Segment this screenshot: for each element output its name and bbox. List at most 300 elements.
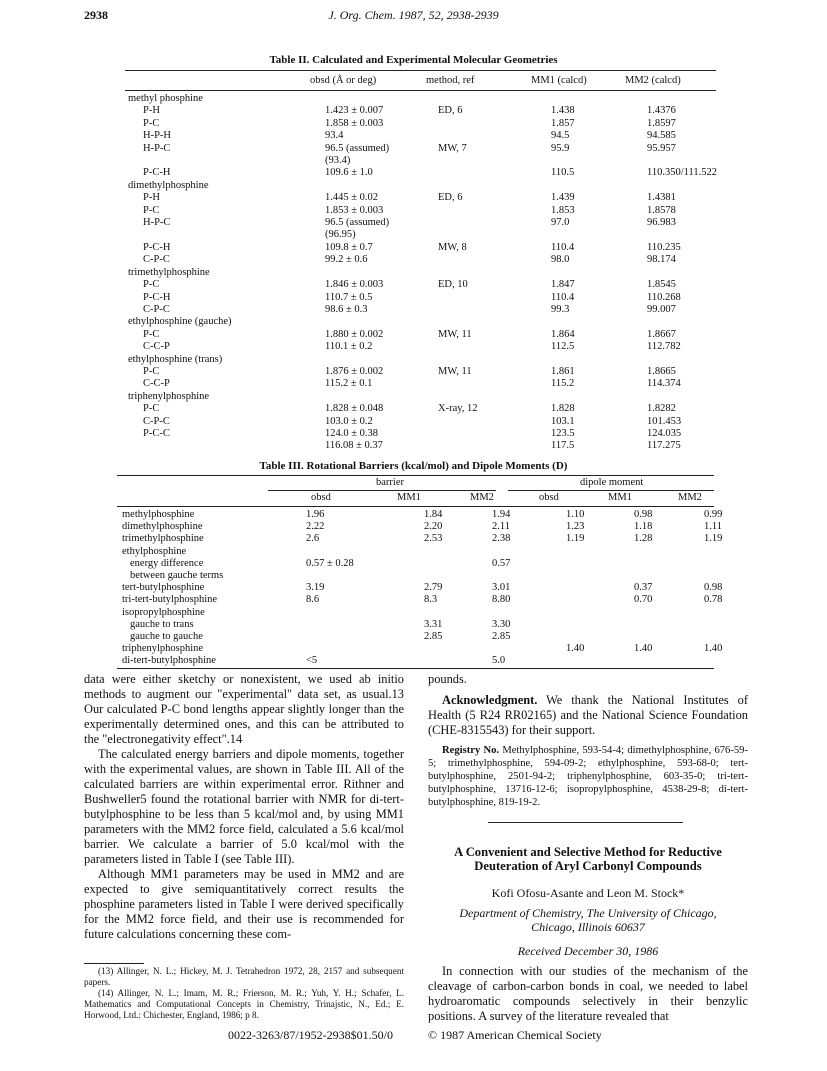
table2 <box>128 93 757 453</box>
table3-cell: between gauche terms <box>130 570 224 582</box>
table2-cell <box>438 205 541 217</box>
table2-cell: 1.880 ± 0.002 <box>325 328 384 340</box>
table2-cell <box>438 254 541 266</box>
acknowledgment <box>428 693 748 738</box>
table2-title: Table II. Calculated and Experimental Molecular Geometries <box>269 54 558 66</box>
table2-cell: H-P-C <box>143 142 171 154</box>
table2-cell: ethylphosphine (gauche) <box>128 316 232 328</box>
table3-cell: dimethylphosphine <box>122 521 203 533</box>
right-column <box>428 672 748 809</box>
table3-cell <box>704 558 764 570</box>
table2-cell: 1.828 <box>551 403 575 415</box>
table3-cell <box>634 558 704 570</box>
registry-label: Registry No. <box>442 745 500 756</box>
table3-cell <box>492 570 566 582</box>
table3-cell: 1.11 <box>704 521 722 533</box>
table2-row <box>128 354 757 366</box>
table2-cell: 110.1 ± 0.2 <box>325 341 373 353</box>
article-authors: Kofi Ofosu-Asante and Leon M. Stock* <box>491 886 685 900</box>
table2-cell: 1.847 <box>551 279 575 291</box>
table2-row <box>128 105 757 117</box>
table2-cell: 94.585 <box>647 130 676 142</box>
table3-cell <box>634 546 704 558</box>
table2-row <box>128 304 757 316</box>
table2-cell <box>438 130 541 142</box>
table3-cell <box>634 655 704 667</box>
table2-cell: C-C-P <box>143 378 170 390</box>
table3-cell <box>306 619 424 631</box>
table2-cell <box>647 391 757 403</box>
table2-cell: 110.268 <box>647 291 681 303</box>
table2-cell: 123.5 <box>551 427 575 439</box>
table2-cell: 115.2 <box>551 378 575 390</box>
table3-cell <box>566 619 634 631</box>
table2-cell: (96.95) <box>325 229 356 241</box>
table3-barrier-rule <box>268 490 496 491</box>
table3-cell: tri-tert-butylphosphine <box>122 594 218 606</box>
table3-cell: 0.98 <box>704 582 723 594</box>
table2-cell: P-C-H <box>143 241 171 253</box>
table2-cell: MW, 8 <box>438 241 467 253</box>
table2-cell <box>325 93 438 105</box>
table3-cell: 3.31 <box>424 618 443 630</box>
table3-cell <box>306 643 424 655</box>
table2-cell: C-C-P <box>143 341 170 353</box>
table3-cell <box>566 546 634 558</box>
table2-cell: P-C <box>143 117 160 129</box>
table3-cell <box>634 619 704 631</box>
table2-cell: P-C <box>143 279 160 291</box>
table2-cell: 124.035 <box>647 427 682 439</box>
table2-cell <box>541 267 647 279</box>
body-paragraph-2: The calculated energy barriers and dipole moments, together with the experimental values, are shown in Table III. All of the calculated barriers are within experimental error. Rithner and Bushweller5 found the rotational barrier with NMR for di-tert-butylphosphine to be less than 5 kcal/mol and, by using MM1 parameters with the MM2 force field, calculated a 5.6 kcal/mol barrier. We calculate a barrier of 5.0 kcal/mol with the parameters listed in Table I (see Table III). <box>84 747 404 866</box>
table3-cell <box>704 570 764 582</box>
table2-cell: 99.2 ± 0.6 <box>325 254 368 266</box>
table2-cell: 97.0 <box>551 217 570 229</box>
page-number: 2938 <box>84 8 108 22</box>
table3-row <box>122 582 764 594</box>
table2-cell <box>438 354 541 366</box>
table2-cell: 1.438 <box>551 105 575 117</box>
table3-cell <box>566 631 634 643</box>
table2-row <box>128 428 757 440</box>
registry-text: Methylphosphine, 593-54-4; dimethylphosphine, 676-59-5; trimethylphosphine, 594-09-2; ethylphosphine, 593-68-0; tert-butylphosphine, 2501-94-2; triphenylphosphine, 603-35-0; tri-tert-butylphosphine, 13716-12-6; isopropylphosphine, 4538-29-8; di-tert-butylphosphine, 819-19-2. <box>428 745 748 808</box>
table3-cell: 1.19 <box>566 533 585 545</box>
table3-cell: 0.37 <box>634 582 653 594</box>
table2-cell <box>541 229 647 241</box>
table2-cell: 1.8545 <box>647 279 676 291</box>
table3-cell: 2.20 <box>424 521 443 533</box>
table3-cell: 1.40 <box>704 643 723 655</box>
table3-cell: 1.40 <box>566 643 585 655</box>
table2-cell: ED, 10 <box>438 279 468 291</box>
table2-row <box>128 229 757 241</box>
table3-cell: 3.19 <box>306 582 325 594</box>
table2-cell: ED, 6 <box>438 105 463 117</box>
table2-row <box>128 279 757 291</box>
table3-cell: 1.84 <box>424 509 443 520</box>
table3-cell <box>306 631 424 643</box>
article-affiliation: Department of Chemistry, The University of Chicago, Chicago, Illinois 60637 <box>459 906 717 934</box>
table3-cell: 1.23 <box>566 521 585 533</box>
table2-cell <box>128 229 325 241</box>
table2-cell: 1.861 <box>551 365 575 377</box>
table2-cell: 1.8667 <box>647 328 676 340</box>
table3-row <box>122 655 764 667</box>
table2-cell: 1.8665 <box>647 365 676 377</box>
acknowledgment-label: Acknowledgment. <box>442 693 538 707</box>
table3-cell: 2.11 <box>492 521 510 533</box>
table2-cell: P-C <box>143 403 160 415</box>
table2-cell: 95.9 <box>551 142 570 154</box>
table2-cell: 1.876 ± 0.002 <box>325 365 384 377</box>
table2-cell: 1.8282 <box>647 403 676 415</box>
table3-cell: 1.28 <box>634 533 653 545</box>
pounds-continuation: pounds. <box>428 672 467 686</box>
footnotes <box>84 966 404 1021</box>
table2-cell <box>647 316 757 328</box>
table2-cell: 98.0 <box>551 254 570 266</box>
table2-cell <box>438 341 541 353</box>
table2-row <box>128 416 757 428</box>
table2-row <box>128 192 757 204</box>
table3-cell: 0.98 <box>634 509 653 520</box>
table2-cell: 110.235 <box>647 241 681 253</box>
table3-title: Table III. Rotational Barriers (kcal/mol) and Dipole Moments (D) <box>259 460 568 472</box>
table2-cell <box>541 93 647 105</box>
table2-cell <box>541 354 647 366</box>
table2-cell <box>325 180 438 192</box>
table2-cell: 98.174 <box>647 254 676 266</box>
table3-cell: 5.0 <box>492 655 506 667</box>
table3-cell: ethylphosphine <box>122 545 187 557</box>
table2-cell: 110.350/111.522 <box>647 167 717 179</box>
table3-cell: 1.94 <box>492 509 511 520</box>
table2-cell: C-P-C <box>143 254 170 266</box>
table2-cell: 1.853 <box>551 204 575 216</box>
table3-cell <box>704 619 764 631</box>
table3-cell: 3.01 <box>492 582 511 594</box>
table3-cell <box>492 607 566 619</box>
table2-cell: 110.7 ± 0.5 <box>325 291 373 303</box>
table2-cell <box>647 93 757 105</box>
table3-row <box>122 619 764 631</box>
table2-cell: 1.4376 <box>647 105 676 117</box>
table2-cell <box>438 167 541 179</box>
table2-cell: ethylphosphine (trans) <box>128 353 223 365</box>
table3-cell: gauche to gauche <box>130 631 203 643</box>
left-column <box>84 672 404 942</box>
table2-cell <box>128 155 325 167</box>
table2-cell: C-P-C <box>143 303 170 315</box>
table3-cell: 0.99 <box>704 509 723 520</box>
table2-cell: 95.957 <box>647 142 676 154</box>
registry-numbers <box>428 744 748 809</box>
table3-cell: 0.57 <box>492 557 511 569</box>
table3-row <box>122 509 764 521</box>
table2-col-obsd: obsd (Å or deg) <box>310 75 377 86</box>
table2-row <box>128 254 757 266</box>
table2-cell: 109.8 ± 0.7 <box>325 241 373 253</box>
table2-row <box>128 341 757 353</box>
table3-row <box>122 533 764 545</box>
table3-cell: 2.79 <box>424 582 443 594</box>
table2-cell <box>325 354 438 366</box>
table2-cell <box>438 229 541 241</box>
table3-cell: 2.6 <box>306 533 320 545</box>
table3-sub-dipole-mm2: MM2 <box>678 492 702 503</box>
table2-col-method: method, ref <box>426 75 475 86</box>
footnote-rule <box>84 963 144 964</box>
table3-row <box>122 607 764 619</box>
table2-cell <box>325 267 438 279</box>
table2-cell: 96.5 (assumed) <box>325 142 390 154</box>
table2-cell <box>438 292 541 304</box>
table2-cell <box>128 440 325 452</box>
table2-cell <box>647 267 757 279</box>
table2-cell: P-H <box>143 192 160 204</box>
table3-cell <box>424 558 492 570</box>
table2-cell <box>438 180 541 192</box>
table3-cell <box>306 570 424 582</box>
table2-cell: 93.4 <box>325 130 344 142</box>
table2-cell: 1.445 ± 0.02 <box>325 192 379 204</box>
table2-row <box>128 155 757 167</box>
table3-cell <box>566 655 634 667</box>
table2-cell <box>438 267 541 279</box>
table3-cell <box>492 546 566 558</box>
table2-row <box>128 440 757 452</box>
table2-cell: C-P-C <box>143 415 170 427</box>
table3-group-dipole: dipole moment <box>580 477 644 488</box>
article-intro <box>428 964 748 1024</box>
table3-row <box>122 521 764 533</box>
table2-cell: 114.374 <box>647 378 681 390</box>
footer-copyright: © 1987 American Chemical Society <box>428 1028 602 1042</box>
table2-row <box>128 143 757 155</box>
table2-row <box>128 242 757 254</box>
table2-row <box>128 93 757 105</box>
table2-row <box>128 167 757 179</box>
table2-cell: (93.4) <box>325 155 351 167</box>
acknowledgment-text: We thank the National Institutes of Health (5 R24 RR02165) and the National Science Foundation (CHE-8315543) for their support. <box>428 693 749 737</box>
table2-cell: 1.853 ± 0.003 <box>325 204 384 216</box>
table3-cell <box>306 607 424 619</box>
table3-row <box>122 631 764 643</box>
table3-cell: 8.3 <box>424 594 438 606</box>
footer-code: 0022-3263/87/1952-2938$01.50/0 <box>228 1028 393 1042</box>
table3-cell <box>634 607 704 619</box>
table3-cell: 2.85 <box>424 631 443 643</box>
table2-row <box>128 329 757 341</box>
table2-cell <box>438 378 541 390</box>
table2-cell: 1.864 <box>551 328 575 340</box>
table3-top-rule <box>117 475 714 476</box>
table3-cell: isopropylphosphine <box>122 606 205 618</box>
table2-cell: 1.4381 <box>647 192 676 204</box>
table3-cell: 1.19 <box>704 533 723 545</box>
table3-cell <box>634 631 704 643</box>
table3-cell: 1.18 <box>634 521 653 533</box>
table2-cell: 1.846 ± 0.003 <box>325 279 384 291</box>
table3-sub-mm2: MM2 <box>470 492 494 503</box>
table2-cell: 110.4 <box>551 291 575 303</box>
table3-sub-obsd: obsd <box>311 492 331 503</box>
table3-cell: triphenylphosphine <box>122 643 204 655</box>
table2-cell <box>541 316 647 328</box>
table2-col-mm2: MM2 (calcd) <box>625 75 681 86</box>
table2-cell: 117.5 <box>551 440 575 452</box>
table3-cell <box>566 570 634 582</box>
table2-cell: 103.1 <box>551 415 575 427</box>
table3-bottom-rule <box>117 668 714 669</box>
table2-cell: 99.007 <box>647 303 676 315</box>
table2-cell: MW, 11 <box>438 328 472 340</box>
table3-cell <box>424 607 492 619</box>
table3-cell: 2.85 <box>492 631 511 643</box>
table2-head-rule <box>125 90 716 91</box>
table2-cell: P-C-H <box>143 167 171 179</box>
table2-cell: 96.5 (assumed) <box>325 217 390 229</box>
table3-cell: 1.40 <box>634 643 653 655</box>
table2-cell: 112.782 <box>647 341 681 353</box>
table3-cell: methylphosphine <box>122 509 195 520</box>
table2-row <box>128 130 757 142</box>
table2-top-rule <box>125 70 716 71</box>
table2-cell <box>647 229 757 241</box>
table3-cell: di-tert-butylphosphine <box>122 655 216 667</box>
table2-cell: 1.857 <box>551 117 575 129</box>
table3-cell <box>424 546 492 558</box>
table2-cell <box>541 180 647 192</box>
table2-cell: P-C-H <box>143 291 171 303</box>
table2-cell: 1.439 <box>551 192 575 204</box>
footnote-13: (13) Allinger, N. L.; Hickey, M. J. Tetrahedron 1972, 28, 2157 and subsequent papers. <box>84 966 404 987</box>
table2-cell: 1.858 ± 0.003 <box>325 117 384 129</box>
table3-cell: 8.80 <box>492 594 511 606</box>
table2-cell: 1.8578 <box>647 204 676 216</box>
table2-cell <box>325 316 438 328</box>
table2-cell <box>438 316 541 328</box>
table2-col-mm1: MM1 (calcd) <box>531 75 587 86</box>
table2-cell <box>438 416 541 428</box>
table2-cell: 124.0 ± 0.38 <box>325 427 379 439</box>
table3-cell: 0.78 <box>704 594 723 606</box>
table3-cell <box>424 655 492 667</box>
table2-cell: 110.4 <box>551 241 575 253</box>
table2-cell <box>647 180 757 192</box>
table2-row <box>128 267 757 279</box>
table2-row <box>128 180 757 192</box>
table3-cell: 0.57 ± 0.28 <box>306 557 354 569</box>
footnote-14: (14) Allinger, N. L.; Imam, M. R.; Frierson, M. R.; Yuh, Y. H.; Schafer, L. Mathematics and Computational Concepts in Chemistry, Trinajstic, N., Ed.; E. Horwood, Ltd.: Chichester, England, 1986; p 8. <box>84 988 404 1020</box>
table3-cell: energy difference <box>130 557 204 569</box>
table3-cell <box>704 655 764 667</box>
article-received: Received December 30, 1986 <box>517 944 659 958</box>
table2-cell <box>438 304 541 316</box>
table2-cell: 112.5 <box>551 341 575 353</box>
table2-cell: 1.423 ± 0.007 <box>325 105 384 117</box>
table2-cell <box>325 391 438 403</box>
table2-cell: H-P-C <box>143 217 171 229</box>
table3-cell: 2.53 <box>424 533 443 545</box>
table3-dipole-rule <box>508 490 714 491</box>
table2-cell <box>647 155 757 167</box>
table3-cell: 8.6 <box>306 594 320 606</box>
table2-row <box>128 118 757 130</box>
table2-cell: 116.08 ± 0.37 <box>325 440 383 452</box>
table2-cell: 1.8597 <box>647 117 676 129</box>
table2-cell: 110.5 <box>551 167 575 179</box>
table2-cell: 115.2 ± 0.1 <box>325 378 373 390</box>
table2-cell <box>438 155 541 167</box>
table3-cell: gauche to trans <box>130 618 194 630</box>
table2-cell: P-C <box>143 204 160 216</box>
table2-cell: methyl phosphine <box>128 93 203 104</box>
table2-cell: 98.6 ± 0.3 <box>325 303 368 315</box>
table3-row <box>122 546 764 558</box>
table2-cell <box>438 428 541 440</box>
table2-row <box>128 217 757 229</box>
table2-cell <box>438 391 541 403</box>
table3-row <box>122 570 764 582</box>
table3-cell: trimethylphosphine <box>122 533 204 545</box>
table2-row <box>128 205 757 217</box>
table2-cell <box>438 440 541 452</box>
table2-cell <box>647 354 757 366</box>
table2-row <box>128 378 757 390</box>
table2-cell: P-H <box>143 105 160 117</box>
table3-cell <box>566 582 634 594</box>
table3-cell <box>704 607 764 619</box>
intro-paragraph: In connection with our studies of the mechanism of the cleavage of carbon-carbon bonds in coal, we needed to label hydroaromatic compounds selectively in their benzylic positions. A survey of the literature revealed that <box>428 964 748 1023</box>
table3-cell <box>424 570 492 582</box>
table3-head-rule <box>117 506 714 507</box>
table2-cell <box>438 93 541 105</box>
table2-cell: 103.0 ± 0.2 <box>325 415 373 427</box>
table3-cell: tert-butylphosphine <box>122 582 205 594</box>
table2-cell: 94.5 <box>551 130 570 142</box>
table2-cell: 117.275 <box>647 440 681 452</box>
table3-cell: <5 <box>306 655 318 667</box>
table3-cell <box>424 643 492 655</box>
table2-cell <box>438 118 541 130</box>
table3-cell: 2.38 <box>492 533 511 545</box>
table3 <box>122 509 764 668</box>
table3-cell: 2.22 <box>306 521 325 533</box>
table3-sub-mm1: MM1 <box>397 492 421 503</box>
table2-cell: ED, 6 <box>438 192 463 204</box>
table3-cell <box>566 558 634 570</box>
table2-cell: 101.453 <box>647 415 682 427</box>
table2-cell: P-C <box>143 365 160 377</box>
table2-cell: 99.3 <box>551 303 570 315</box>
table2-cell: X-ray, 12 <box>438 403 478 415</box>
table2-cell: H-P-H <box>143 130 171 142</box>
table2-cell <box>438 217 541 229</box>
body-paragraph-3: Although MM1 parameters may be used in MM2 and are expected to give semiquantitatively correct results the phosphine parameters listed in Table I were derived specifically for the MM2 force field, and their use is recommended for future calculations concerning these com- <box>84 867 404 941</box>
table2-cell: MW, 11 <box>438 365 472 377</box>
table2-cell: trimethylphosphine <box>128 266 210 278</box>
body-paragraph-1: data were either sketchy or nonexistent, we used ab initio methods to augment our "experimental" data set, as usual.13 Our calculated P-C bond lengths appear slightly longer than the experimentally determined ones, and this can be attributed to the "electronegativity effect".14 <box>84 672 404 746</box>
table2-cell: P-C-C <box>143 427 170 439</box>
table3-cell <box>492 643 566 655</box>
table3-cell <box>566 607 634 619</box>
table3-cell <box>634 570 704 582</box>
table2-row <box>128 292 757 304</box>
table2-row <box>128 316 757 328</box>
table3-cell <box>704 631 764 643</box>
